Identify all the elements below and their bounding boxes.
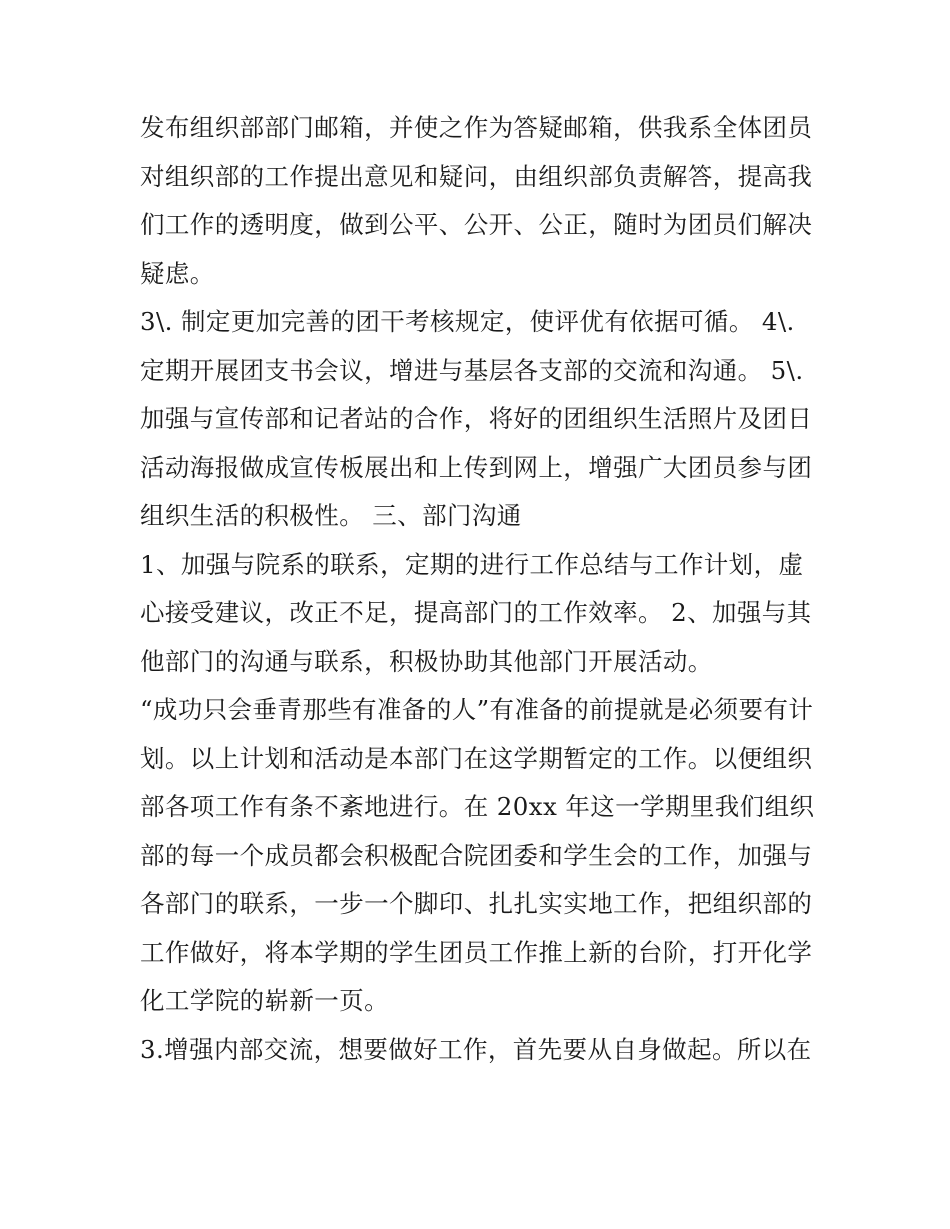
text-line: 部各项工作有条不紊地进行。在 20xx 年这一学期里我们组织 [140, 792, 815, 821]
text-line: 定期开展团支书会议，增进与基层各支部的交流和沟通。 5\. [140, 355, 804, 385]
text-line: 发布组织部部门邮箱，并使之作为答疑邮箱，供我系全体团员 [140, 113, 813, 142]
text-line: 活动海报做成宣传板展出和上传到网上，增强广大团员参与团 [140, 452, 813, 482]
text-line: 加强与宣传部和记者站的合作，将好的团组织生活照片及团日 [140, 404, 813, 433]
document-body [140, 104, 830, 1074]
text-line: 疑虑。 [140, 258, 215, 288]
text-line: “成功只会垂青那些有准备的人”有准备的前提就是必须要有计 [140, 695, 814, 724]
text-line: 3.增强内部交流，想要做好工作，首先要从自身做起。所以在 [140, 1034, 812, 1064]
text-line: 对组织部的工作提出意见和疑问，由组织部负责解答，提高我 [140, 161, 813, 191]
text-line: 化工学院的崭新一页。 [140, 986, 389, 1015]
text-line: 各部门的联系，一步一个脚印、扎扎实实地工作，把组织部的 [140, 889, 813, 918]
text-line: 划。以上计划和活动是本部门在这学期暂定的工作。以便组织 [140, 743, 813, 773]
text-line: 们工作的透明度，做到公平、公开、公正，随时为团员们解决 [140, 210, 813, 239]
text-line: 组织生活的积极性。 三、部门沟通 [140, 501, 522, 530]
text-line: 心接受建议，改正不足，提高部门的工作效率。 2、加强与其 [140, 598, 812, 627]
text-line: 部的每一个成员都会积极配合院团委和学生会的工作，加强与 [140, 840, 813, 870]
text-line: 3\. 制定更加完善的团干考核规定，使评优有依据可循。 4\. [140, 307, 795, 336]
text-line: 他部门的沟通与联系，积极协助其他部门开展活动。 [140, 646, 713, 676]
text-line: 工作做好，将本学期的学生团员工作推上新的台阶，打开化学 [140, 937, 813, 967]
text-line: 1、加强与院系的联系，定期的进行工作总结与工作计划，虚 [140, 549, 804, 579]
